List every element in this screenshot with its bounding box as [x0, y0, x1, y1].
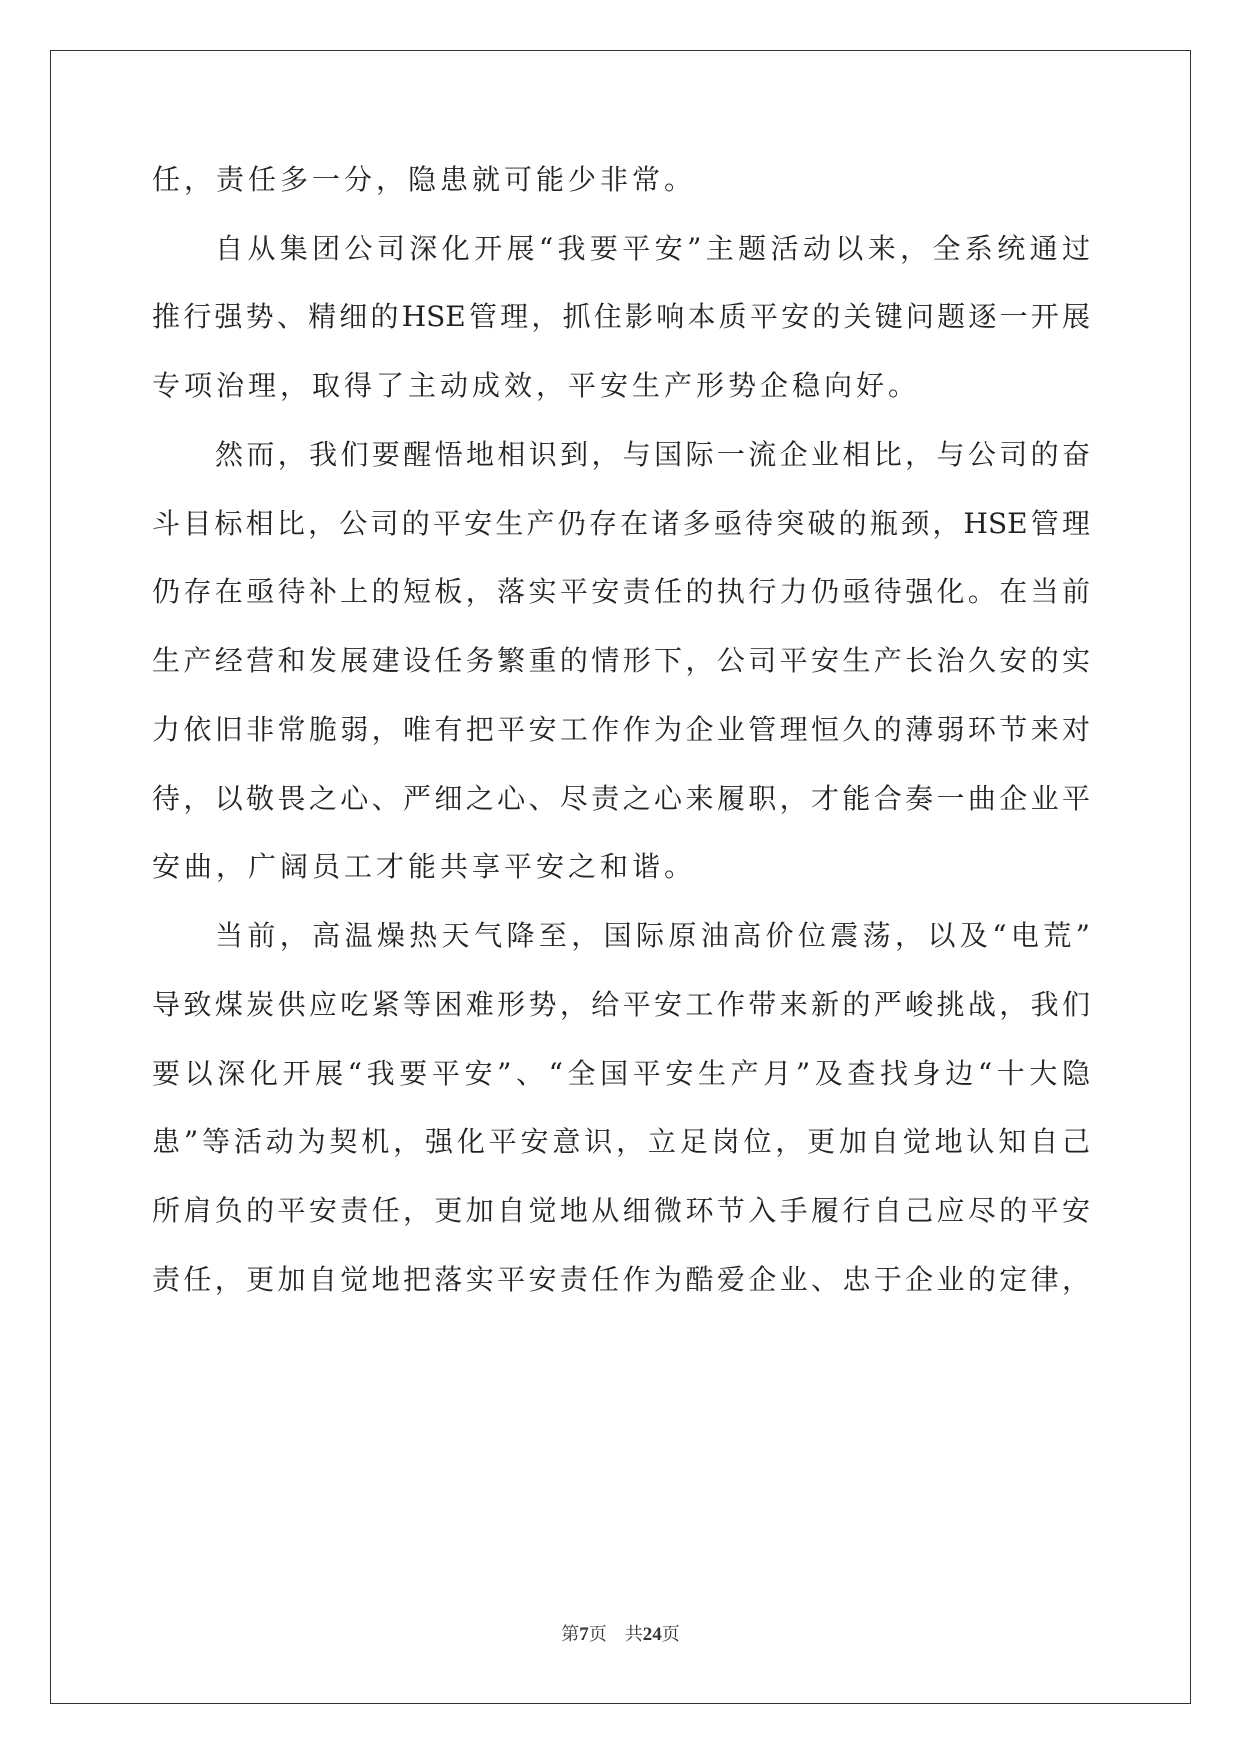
total-pages: 24	[642, 1624, 662, 1645]
text-line: 患”等活动为契机，强化平安意识，立足岗位，更加自觉地认知自己	[152, 1125, 1090, 1158]
text-line: 要以深化开展“我要平安”、“全国平安生产月”及查找身边“十大隐	[152, 1057, 1090, 1090]
total-suffix: 页	[661, 1624, 680, 1645]
page-prefix: 第	[561, 1624, 580, 1645]
text-line: 任，责任多一分，隐患就可能少非常。	[152, 163, 697, 196]
text-line: 仍存在亟待补上的短板，落实平安责任的执行力仍亟待强化。在当前	[152, 575, 1090, 608]
text-line: 所肩负的平安责任，更加自觉地从细微环节入手履行自己应尽的平安	[152, 1194, 1090, 1227]
text-line: 力依旧非常脆弱，唯有把平安工作作为企业管理恒久的薄弱环节来对	[152, 713, 1090, 746]
paragraph-first-line: 然而，我们要醒悟地相识到，与国际一流企业相比，与公司的奋	[215, 438, 1090, 471]
text-line: 责任，更加自觉地把落实平安责任作为酷爱企业、忠于企业的定律，	[152, 1263, 1090, 1296]
text-line: 推行强势、精细的HSE管理，抓住影响本质平安的关键问题逐一开展	[152, 300, 1090, 333]
text-line: 专项治理，取得了主动成效，平安生产形势企稳向好。	[152, 369, 921, 402]
text-line: 安曲，广阔员工才能共享平安之和谐。	[152, 850, 697, 883]
text-line: 斗目标相比，公司的平安生产仍存在诸多亟待突破的瓶颈，HSE管理	[152, 507, 1090, 540]
text-line: 生产经营和发展建设任务繁重的情形下，公司平安生产长治久安的实	[152, 644, 1090, 677]
paragraph-first-line: 自从集团公司深化开展“我要平安”主题活动以来，全系统通过	[215, 232, 1090, 265]
text-line: 待，以敬畏之心、严细之心、尽责之心来履职，才能合奏一曲企业平	[152, 782, 1090, 815]
total-prefix: 共	[624, 1624, 643, 1645]
text-line: 导致煤炭供应吃紧等困难形势，给平安工作带来新的严峻挑战，我们	[152, 988, 1090, 1021]
page-number: 7	[579, 1624, 589, 1645]
paragraph-first-line: 当前，高温燥热天气降至，国际原油高价位震荡，以及“电荒”	[215, 919, 1090, 952]
page-suffix: 页	[588, 1624, 607, 1645]
page-footer	[0, 1623, 1241, 1647]
